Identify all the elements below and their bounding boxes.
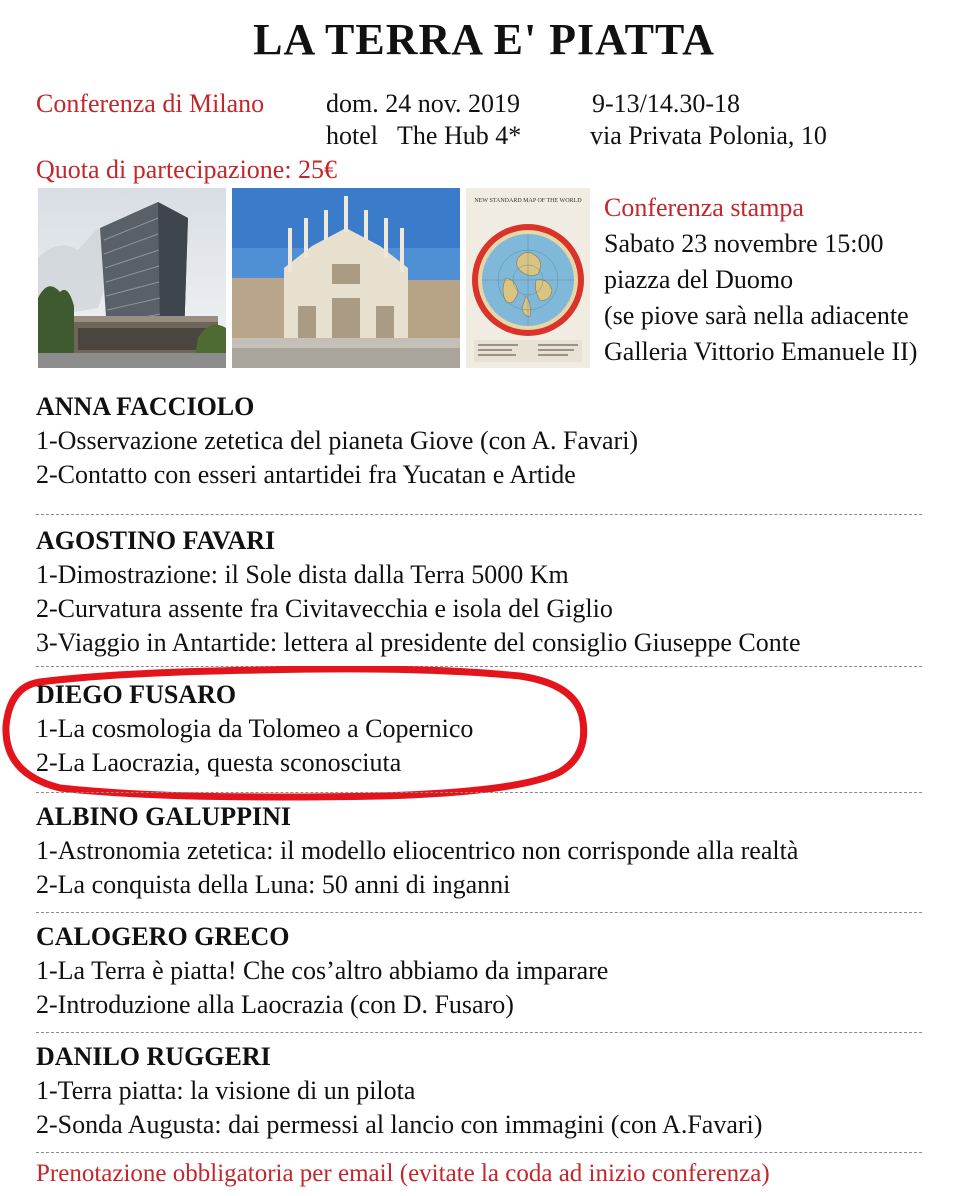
press-conference-line: Galleria Vittorio Emanuele II) <box>604 337 918 366</box>
conference-label: Conferenza di Milano <box>36 89 265 118</box>
press-conference-line: piazza del Duomo <box>604 265 794 294</box>
duomo-photo <box>232 188 460 368</box>
press-conference-line: (se piove sarà nella adiacente <box>604 301 909 330</box>
speaker-block <box>36 800 798 902</box>
talk-title: 2-La Laocrazia, questa sconosciuta <box>36 748 402 777</box>
event-venue: hotel The Hub 4* <box>326 121 522 150</box>
press-conference <box>604 190 917 370</box>
press-conference-label: Conferenza stampa <box>604 193 804 222</box>
talk-title: 1-Terra piatta: la visione di un pilota <box>36 1076 416 1105</box>
talk-title: 3-Viaggio in Antartide: lettera al presidente del consiglio Giuseppe Conte <box>36 628 801 657</box>
talk-title: 1-La cosmologia da Tolomeo a Copernico <box>36 714 474 743</box>
divider <box>36 792 922 793</box>
participation-fee: Quota di partecipazione: 25€ <box>36 155 338 184</box>
divider <box>36 1152 922 1153</box>
talk-title: 2-Curvatura assente fra Civitavecchia e isola del Giglio <box>36 594 613 623</box>
event-date: dom. 24 nov. 2019 <box>326 89 521 118</box>
talk-title: 2-Introduzione alla Laocrazia (con D. Fusaro) <box>36 990 514 1019</box>
map-caption: NEW STANDARD MAP OF THE WORLD <box>474 198 582 204</box>
flat-earth-map <box>466 188 590 368</box>
speaker-block <box>36 678 473 780</box>
speaker-block <box>36 1040 762 1142</box>
speaker-name: DANILO RUGGERI <box>36 1042 271 1071</box>
divider <box>36 1032 922 1033</box>
divider <box>36 514 922 515</box>
speaker-block <box>36 920 608 1022</box>
speaker-name: ALBINO GALUPPINI <box>36 802 291 831</box>
talk-title: 1-La Terra è piatta! Che cos’altro abbiamo da imparare <box>36 956 609 985</box>
speaker-name: AGOSTINO FAVARI <box>36 526 276 555</box>
talk-title: 1-Osservazione zetetica del pianeta Giove (con A. Favari) <box>36 426 639 455</box>
footer-note: Prenotazione obbligatoria per email (evitate la coda ad inizio conferenza) <box>36 1160 770 1187</box>
talk-title: 1-Dimostrazione: il Sole dista dalla Terra 5000 Km <box>36 560 569 589</box>
press-conference-line: Sabato 23 novembre 15:00 <box>604 229 884 258</box>
speaker-block <box>36 524 801 660</box>
talk-title: 2-La conquista della Luna: 50 anni di inganni <box>36 870 511 899</box>
divider <box>36 666 922 667</box>
speaker-name: CALOGERO GRECO <box>36 922 290 951</box>
speaker-name: DIEGO FUSARO <box>36 680 237 709</box>
talk-title: 2-Sonda Augusta: dai permessi al lancio con immagini (con A.Favari) <box>36 1110 763 1139</box>
divider <box>36 912 922 913</box>
speaker-block <box>36 390 638 492</box>
hotel-photo <box>38 188 226 368</box>
event-address: via Privata Polonia, 10 <box>590 121 827 150</box>
talk-title: 2-Contatto con esseri antartidei fra Yucatan e Artide <box>36 460 576 489</box>
speaker-name: ANNA FACCIOLO <box>36 392 255 421</box>
event-time: 9-13/14.30-18 <box>592 89 741 118</box>
page-title: LA TERRA E' PIATTA <box>253 15 715 64</box>
talk-title: 1-Astronomia zetetica: il modello eliocentrico non corrisponde alla realtà <box>36 836 799 865</box>
